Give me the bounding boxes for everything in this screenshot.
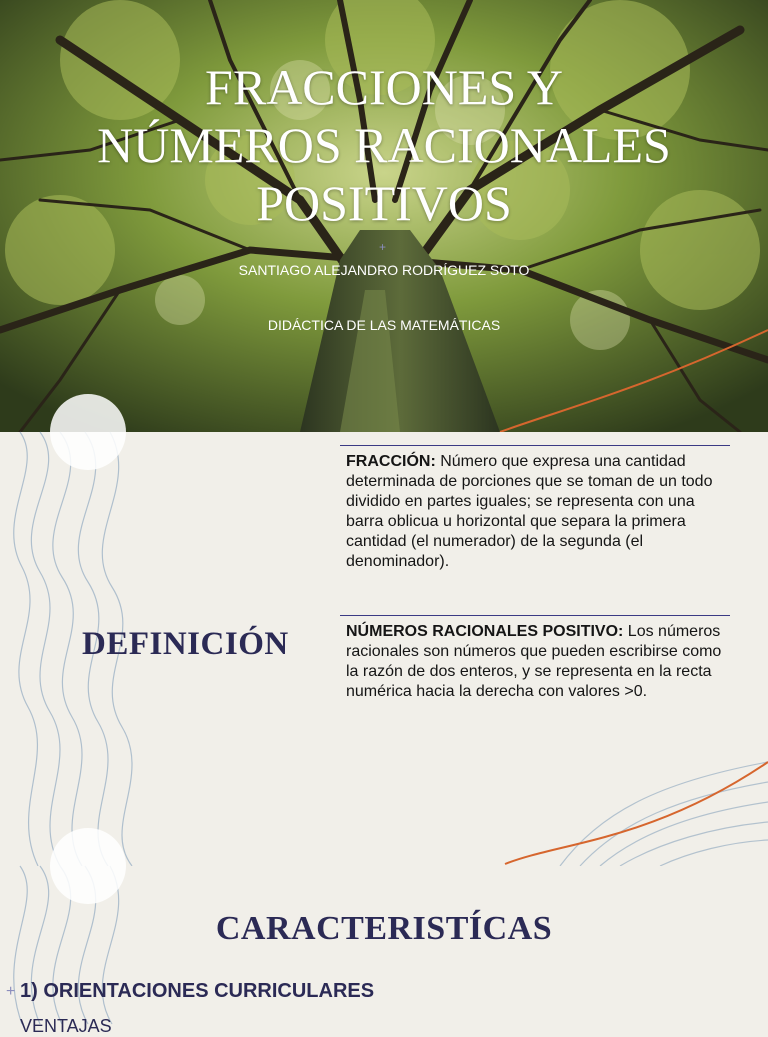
characteristics-item-1: 1) ORIENTACIONES CURRICULARES bbox=[20, 980, 375, 1002]
definition-slide bbox=[0, 432, 768, 866]
characteristics-heading: CARACTERISTÍCAS bbox=[215, 910, 553, 947]
characteristics-item-2: VENTAJAS bbox=[20, 1016, 112, 1036]
title-line-2: NÚMEROS RACIONALES bbox=[97, 117, 671, 173]
fraccion-term: FRACCIÓN: bbox=[346, 453, 436, 470]
racional-definition bbox=[340, 615, 730, 702]
course-name: DIDÁCTICA DE LAS MATEMÁTICAS bbox=[267, 317, 501, 333]
title-line-3: POSITIVOS bbox=[256, 175, 512, 231]
plus-bullet-icon: + bbox=[6, 983, 16, 1000]
slide-title bbox=[0, 58, 768, 232]
characteristics-slide bbox=[0, 866, 768, 1036]
title-line-1: FRACCIONES Y bbox=[205, 59, 563, 115]
title-slide bbox=[0, 0, 768, 432]
racional-term: NÚMEROS RACIONALES POSITIVO: bbox=[346, 623, 624, 640]
plus-decoration-icon: + bbox=[379, 240, 387, 254]
racional-text: Los números racionales son números que pueden escribirse como la razón de dos enteros, y se representa en la recta numérica hacia la derecha con valores >0. bbox=[346, 623, 722, 700]
definition-heading: DEFINICIÓN bbox=[82, 626, 289, 662]
author-name: SANTIAGO ALEJANDRO RODRÍGUEZ SOTO bbox=[238, 262, 530, 278]
fraccion-text: Número que expresa una cantidad determinada de porciones que se toman de un todo dividido en partes iguales; se representa con una barra oblicua u horizontal que separa la primera cantidad (el numerador) de la segunda (el denominador). bbox=[346, 453, 713, 570]
fraccion-definition bbox=[340, 445, 730, 572]
